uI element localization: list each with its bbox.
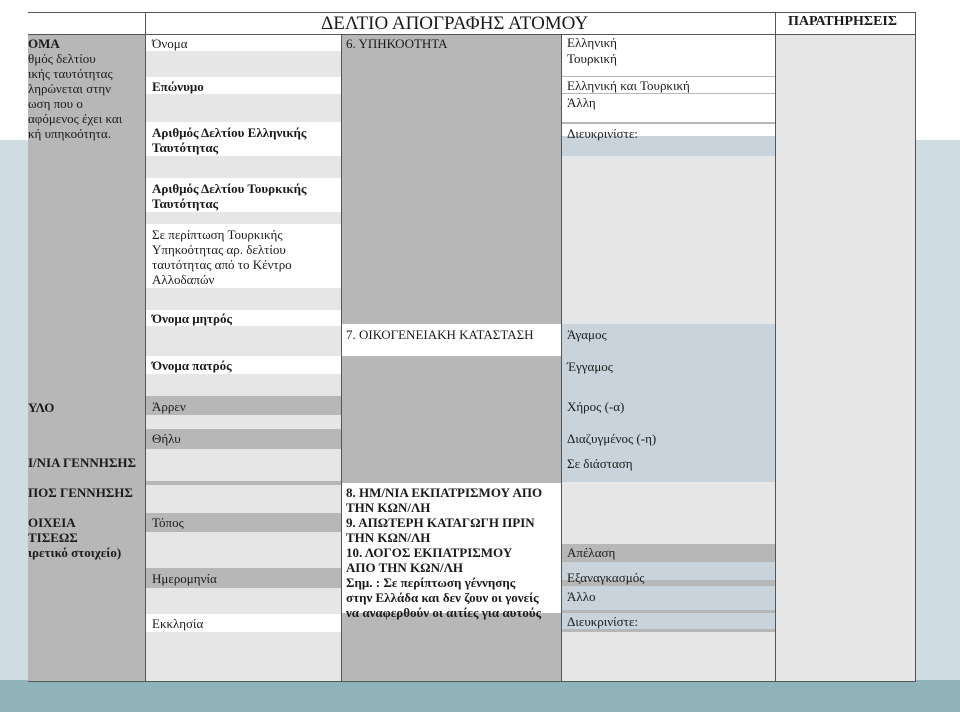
father-name-field[interactable] bbox=[146, 374, 341, 396]
male-option[interactable]: Άρρεν bbox=[152, 399, 186, 414]
option-single[interactable]: Άγαμος bbox=[567, 327, 607, 342]
option-widowed[interactable]: Χήρος (-α) bbox=[567, 399, 625, 414]
expatriation-answers-field[interactable] bbox=[561, 482, 775, 544]
church-label: Εκκλησία bbox=[152, 616, 204, 631]
name-section-label: ΟΜΑ bbox=[28, 36, 60, 51]
remarks-header: ΠΑΡΑΤΗΡΗΣΕΙΣ bbox=[788, 14, 898, 29]
note-text: να αναφερθούν οι αιτίες για αυτούς bbox=[346, 605, 542, 620]
father-name-label: Όνομα πατρός bbox=[152, 358, 232, 373]
baptism-label: ΟΙΧΕΙΑ bbox=[28, 515, 76, 530]
remarks-field[interactable] bbox=[775, 34, 916, 682]
greek-id-field[interactable] bbox=[146, 156, 341, 178]
origin-label: 9. ΑΠΩΤΕΡΗ ΚΑΤΑΓΩΓΗ ΠΡΙΝ bbox=[346, 515, 535, 530]
form-title: ΔΕΛΤΙΟ ΑΠΟΓΡΑΦΗΣ ΑΤΟΜΟΥ bbox=[321, 13, 589, 34]
grid-line bbox=[28, 681, 916, 682]
note-text: στην Ελλάδα και δεν ζουν οι γονείς bbox=[346, 590, 539, 605]
note-line: αφόμενος έχει και bbox=[28, 111, 123, 126]
reason-specify[interactable]: Διευκρινίστε: bbox=[567, 614, 638, 629]
mother-name-label: Όνομα μητρός bbox=[152, 311, 232, 326]
option-specify[interactable]: Διευκρινίστε: bbox=[567, 126, 638, 141]
turkish-id-field[interactable] bbox=[146, 212, 341, 224]
option-turkish[interactable]: Τουρκική bbox=[567, 51, 617, 66]
birth-date-field[interactable] bbox=[146, 449, 341, 481]
note-line: ληρώνεται στην bbox=[28, 81, 112, 96]
marital-label: 7. ΟΙΚΟΓΕΝΕΙΑΚΗ ΚΑΤΑΣΤΑΣΗ bbox=[346, 327, 534, 342]
reason-specify-field[interactable] bbox=[561, 632, 775, 682]
reason-label: ΑΠΟ ΤΗΝ ΚΩΝ/ΛΗ bbox=[346, 560, 463, 575]
expatriation-date-label: ΤΗΝ ΚΩΝ/ΛΗ bbox=[346, 500, 431, 515]
surname-label: Επώνυμο bbox=[152, 79, 204, 94]
alien-id-label: Υπηκοότητας αρ. δελτίου bbox=[152, 242, 286, 257]
surname-field[interactable] bbox=[146, 94, 341, 122]
greek-id-label: Ταυτότητας bbox=[152, 140, 219, 155]
grid-line bbox=[561, 34, 562, 682]
grid-line bbox=[915, 12, 916, 682]
baptism-label: ΤΙΣΕΩΣ bbox=[28, 530, 78, 545]
reason-label: 10. ΛΟΓΟΣ ΕΚΠΑΤΡΙΣΜΟΥ bbox=[346, 545, 513, 560]
birth-place-label: ΠΟΣ ΓΕΝΝΗΣΗΣ bbox=[28, 485, 133, 500]
background-band bbox=[0, 680, 960, 712]
place-label: Τόπος bbox=[152, 515, 184, 530]
first-name-label: Όνομα bbox=[152, 36, 188, 51]
grid-line bbox=[145, 12, 146, 682]
alien-id-label: ταυτότητας από το Κέντρο bbox=[152, 257, 292, 272]
origin-label: ΤΗΝ ΚΩΝ/ΛΗ bbox=[346, 530, 431, 545]
note-line: θμός δελτίου bbox=[28, 51, 96, 66]
reason-other[interactable]: Άλλο bbox=[567, 589, 596, 604]
reason-deportation[interactable]: Απέλαση bbox=[567, 545, 616, 560]
note-text: Σημ. : Σε περίπτωση γέννησης bbox=[346, 575, 516, 590]
church-field[interactable] bbox=[146, 632, 341, 682]
greek-id-label: Αριθμός Δελτίου Ελληνικής bbox=[152, 125, 307, 140]
female-option[interactable]: Θήλυ bbox=[152, 431, 181, 446]
mother-name-field[interactable] bbox=[146, 326, 341, 356]
option-divorced[interactable]: Διαζυγμένος (-η) bbox=[567, 431, 657, 446]
option-other[interactable]: Άλλη bbox=[567, 95, 596, 110]
birth-place-field[interactable] bbox=[146, 485, 341, 513]
note-line: ικής ταυτότητας bbox=[28, 66, 113, 81]
first-name-field[interactable] bbox=[146, 51, 341, 77]
sex-label: ΥΛΟ bbox=[28, 400, 55, 415]
option-greek[interactable]: Ελληνική bbox=[567, 35, 617, 50]
title-row-left bbox=[28, 12, 146, 34]
turkish-id-label: Αριθμός Δελτίου Τουρκικής bbox=[152, 181, 307, 196]
note-line: ωση που ο bbox=[28, 96, 83, 111]
option-married[interactable]: Έγγαμος bbox=[567, 359, 613, 374]
turkish-id-label: Ταυτότητας bbox=[152, 196, 219, 211]
alien-id-label: Σε περίπτωση Τουρκικής bbox=[152, 227, 283, 242]
male-field[interactable] bbox=[146, 415, 341, 429]
expatriation-date-label: 8. ΗΜ/ΝΙΑ ΕΚΠΑΤΡΙΣΜΟΥ ΑΠΟ bbox=[346, 485, 543, 500]
date-field[interactable] bbox=[146, 588, 341, 614]
date-label: Ημερομηνία bbox=[152, 571, 217, 586]
reason-coercion[interactable]: Εξαναγκασμός bbox=[567, 570, 645, 585]
baptism-label: ιρετικό στοιχείο) bbox=[28, 545, 122, 560]
citizenship-notes-field[interactable] bbox=[561, 156, 775, 324]
birth-date-label: Ι/ΝΙΑ ΓΕΝΝΗΣΗΣ bbox=[28, 455, 136, 470]
option-separated[interactable]: Σε διάσταση bbox=[567, 456, 633, 471]
citizenship-label: 6. ΥΠΗΚΟΟΤΗΤΑ bbox=[346, 36, 448, 51]
grid-line bbox=[341, 34, 342, 682]
note-line: κή υπηκοότητα. bbox=[28, 126, 111, 141]
option-greek-turkish[interactable]: Ελληνική και Τουρκική bbox=[567, 78, 690, 93]
grid-line bbox=[28, 12, 916, 13]
place-field[interactable] bbox=[146, 532, 341, 568]
grid-line bbox=[28, 34, 916, 35]
alien-id-label: Αλλοδαπών bbox=[152, 272, 215, 287]
grid-line bbox=[775, 12, 776, 682]
alien-id-field[interactable] bbox=[146, 288, 341, 310]
census-form-table bbox=[28, 12, 916, 682]
